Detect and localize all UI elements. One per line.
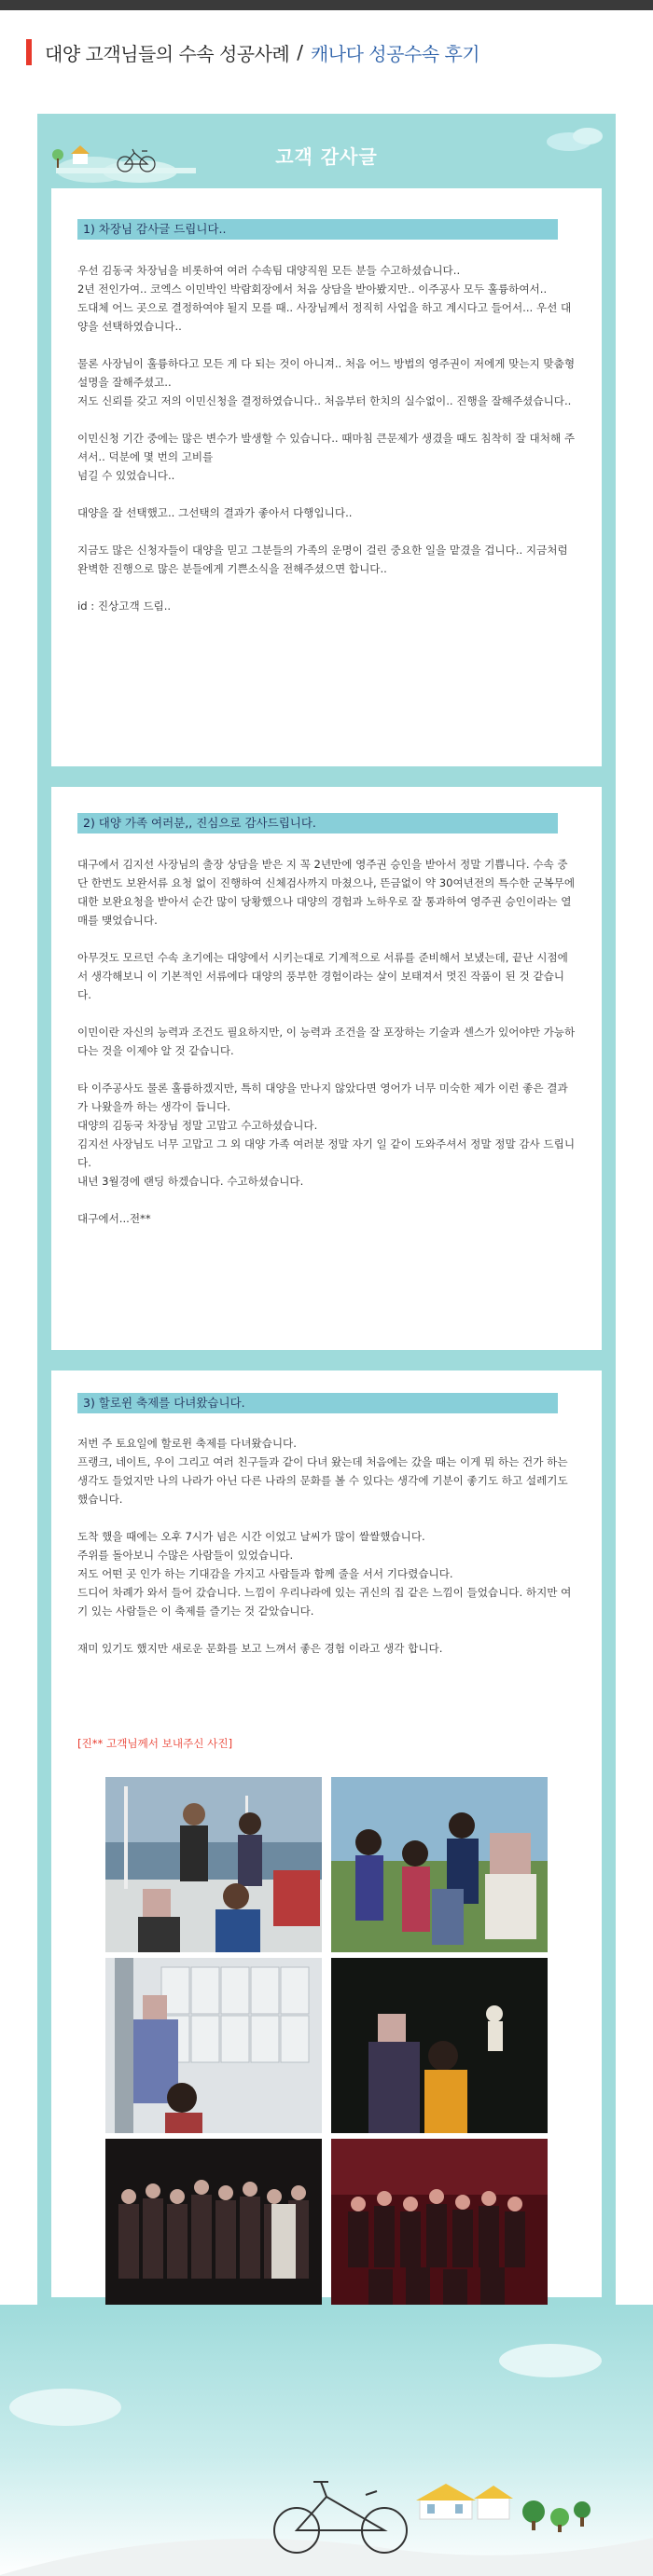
paragraph: 대양을 잘 선택했고.. 그선택의 결과가 좋아서 다행입니다.. [77, 506, 353, 519]
paragraph: 지금도 많은 신청자들이 대양을 믿고 그분들의 가족의 운명이 걸린 중요한 일을 맡겼을 겁니다.. 지금처럼 완벽한 진행으로 많은 분들에게 기쁜소식을 전해주셨으면 합니다.. [77, 544, 568, 575]
photo-boat [105, 1777, 322, 1952]
paragraph: 우선 김동국 차장님을 비롯하여 여러 수속팀 대양직원 모든 분들 수고하셨습니다.. 2년 전인가여.. 코엑스 이민박인 박람회장에서 처음 상담을 받아봤지만.. 이주공사 모두 훌륭하여서.. 도대체 어느 곳으로 결정하여야 될지 모를 때.. 사장님께서 정직히 사업을 하고 계시다고 들어서... 우선 대양을 선택하였습니다.. [77, 264, 572, 333]
page-title: 대양 고객님들의 수속 성공사례 [45, 42, 290, 65]
testimonial-panel-1 [51, 188, 602, 766]
top-bar [0, 0, 653, 10]
title-separator: / [297, 41, 303, 63]
photo-group-red [331, 2139, 548, 2314]
paragraph: 물론 사장님이 훌륭하다고 모든 게 다 되는 것이 아니져.. 처음 어느 방법의 영주권이 저에게 맞는지 맞춤형 설명을 잘해주셨고.. 저도 신뢰를 갖고 저의 이민신청을 결정하였습니다.. 처음부터 한치의 실수없이.. 진행을 잘해주셨습니다.. [77, 357, 576, 407]
paragraph: 저번 주 토요일에 할로윈 축제를 다녀왔습니다. 프랭크, 네이트, 우이 그리고 여러 친구들과 같이 다녀 왔는데 처음에는 갔을 때는 이게 뭐 하는 건가 하는 생각도 들었지만 나의 나라가 아닌 다른 나라의 문화를 볼 수 있다는 생각에 기분이 좋기도 하고 설레기도 했습니다. [77, 1437, 568, 1506]
testimonial-frame [37, 114, 616, 2305]
photo-group-night [105, 2139, 322, 2314]
page-subtitle: 캐나다 성공수속 후기 [310, 42, 480, 65]
photo-lockers [105, 1958, 322, 2133]
photo-group-park [331, 1777, 548, 1952]
paragraph: 이민이란 자신의 능력과 조건도 필요하지만, 이 능력과 조건을 잘 포장하는 기술과 센스가 있어야만 가능하다는 것을 이제야 알 것 같습니다. [77, 1026, 576, 1057]
section-heading: 2) 대양 가족 여러분,, 진심으로 감사드립니다. [77, 813, 558, 833]
photo-night-selfie [331, 1958, 548, 2133]
testimonial-panel-2 [51, 787, 602, 1350]
photo-caption: [진** 고객님께서 보내주신 사진] [77, 1737, 233, 1750]
section-body [77, 261, 577, 634]
header-accent-bar [26, 39, 32, 65]
signature: 대구에서...전** [77, 1212, 151, 1225]
paragraph: 아무것도 모르던 수속 초기에는 대양에서 시키는대로 기계적으로 서류를 준비해서 보냈는데, 끝난 시점에서 생각해보니 이 기본적인 서류에다 대양의 풍부한 경험이라는 살이 보태져서 멋진 작품이 된 것 같습니다. [77, 951, 568, 1001]
paragraph: 이민신청 기간 중에는 많은 변수가 발생할 수 있습니다.. 때마침 큰문제가 생겼을 때도 침착히 잘 대처해 주셔서.. 덕분에 몇 번의 고비를 넘길 수 있었습니다.. [77, 432, 576, 482]
signature: id : 진상고객 드림.. [77, 599, 172, 613]
footer-illustration [0, 2305, 653, 2576]
section-body [77, 1434, 577, 1676]
paragraph: 타 이주공사도 물론 훌륭하겠지만, 특히 대양을 만나지 않았다면 영어가 너무 미숙한 제가 이런 좋은 결과가 나왔을까 하는 생각이 듭니다. 대양의 김동국 차장님 정말 고맙고 수고하셨습니다. 김지선 사장님도 너무 고맙고 그 외 대양 가족 여러분 정말 자기 일 같이 도와주셔서 정말 정말 감사 드립니다. 내년 3월경에 랜딩 하겠습니다. 수고하셨습니다. [77, 1081, 576, 1188]
testimonial-panel-3 [51, 1371, 602, 2297]
section-heading: 1) 차장님 감사글 드립니다.. [77, 219, 558, 240]
page-header [26, 39, 479, 65]
section-body [77, 855, 577, 1247]
banner-title: 고객 감사글 [275, 145, 378, 168]
section-heading: 3) 할로윈 축제를 다녀왔습니다. [77, 1393, 558, 1413]
paragraph: 재미 있기도 했지만 새로운 문화를 보고 느껴서 좋은 경험 이라고 생각 합니다. [77, 1642, 443, 1655]
paragraph: 도착 했을 때에는 오후 7시가 넘은 시간 이었고 날씨가 많이 쌀쌀했습니다. 주위를 돌아보니 수많은 사람들이 있었습니다. 저도 어떤 곳 인가 하는 기대감을 가지고 사람들과 함께 줄을 서서 기다렸습니다. 드디어 차례가 와서 들어 갔습니다. 느낌이 우리나라에 있는 귀신의 집 같은 느낌이 들었습니다. 하지만 여기 있는 사람들은 이 축제를 즐기는 것 같았습니다. [77, 1530, 572, 1618]
paragraph: 대구에서 김지선 사장님의 출장 상담을 받은 지 꼭 2년만에 영주권 승인을 받아서 정말 기쁩니다. 수속 중 단 한번도 보완서류 요청 없이 진행하여 신체검사까지 마쳤으나, 뜬금없이 약 30여년전의 특수한 군복무에 대한 보완요청을 받아서 순간 많이 당황했으나 대양의 경험과 노하우로 잘 통과하여 영주권 승인이라는 열매를 맺었습니다. [77, 858, 576, 927]
